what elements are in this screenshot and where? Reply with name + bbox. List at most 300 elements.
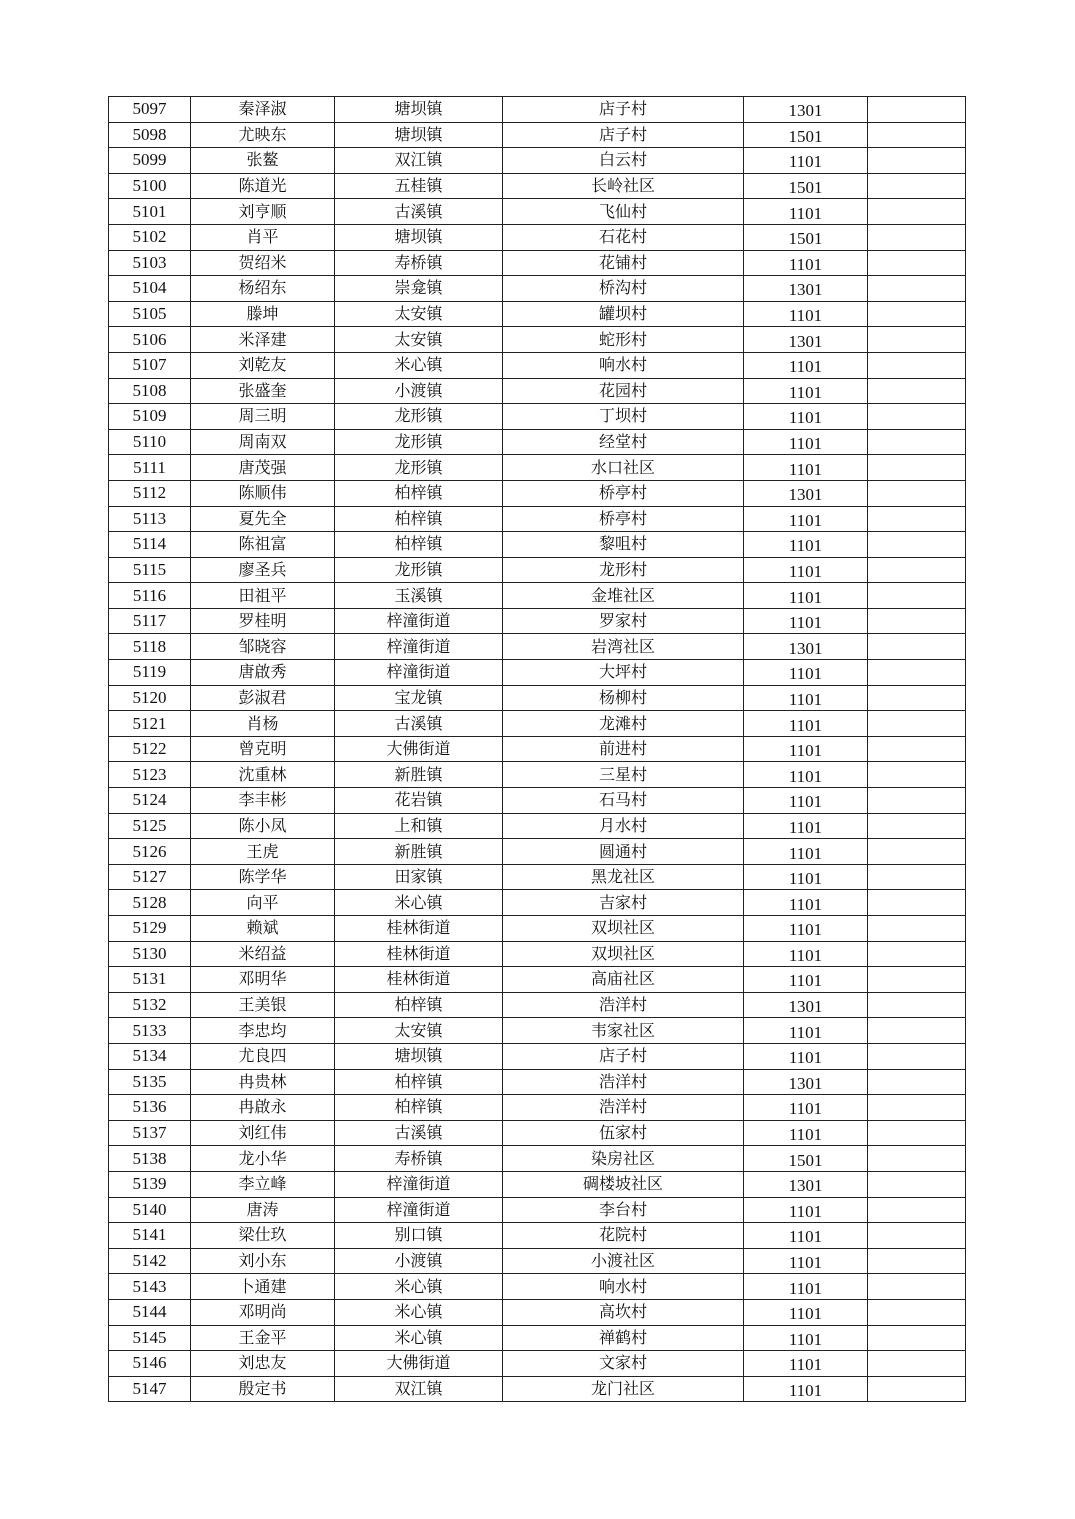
village-cell: 店子村 <box>503 1043 744 1069</box>
code-cell: 1101 <box>744 1018 868 1044</box>
name-cell: 周南双 <box>191 429 335 455</box>
town-cell: 小渡镇 <box>335 1248 503 1274</box>
remark-cell <box>868 1223 966 1249</box>
village-cell: 吉家村 <box>503 890 744 916</box>
serial-number-cell: 5128 <box>109 890 191 916</box>
name-cell: 贺绍米 <box>191 250 335 276</box>
name-cell: 梁仕玖 <box>191 1223 335 1249</box>
remark-cell <box>868 1299 966 1325</box>
code-cell: 1101 <box>744 890 868 916</box>
remark-cell <box>868 1248 966 1274</box>
name-cell: 卜通建 <box>191 1274 335 1300</box>
serial-number-cell: 5127 <box>109 864 191 890</box>
remark-cell <box>868 352 966 378</box>
name-cell: 陈学华 <box>191 864 335 890</box>
remark-cell <box>868 685 966 711</box>
serial-number-cell: 5132 <box>109 992 191 1018</box>
remark-cell <box>868 992 966 1018</box>
serial-number-cell: 5125 <box>109 813 191 839</box>
village-cell: 石花村 <box>503 224 744 250</box>
village-cell: 浩洋村 <box>503 1069 744 1095</box>
serial-number-cell: 5138 <box>109 1146 191 1172</box>
village-cell: 经堂村 <box>503 429 744 455</box>
code-cell: 1101 <box>744 711 868 737</box>
code-cell: 1101 <box>744 250 868 276</box>
serial-number-cell: 5119 <box>109 660 191 686</box>
remark-cell <box>868 1095 966 1121</box>
serial-number-cell: 5147 <box>109 1376 191 1402</box>
code-cell: 1101 <box>744 1095 868 1121</box>
serial-number-cell: 5130 <box>109 941 191 967</box>
remark-cell <box>868 480 966 506</box>
town-cell: 古溪镇 <box>335 1120 503 1146</box>
code-cell: 1101 <box>744 301 868 327</box>
village-cell: 桥亭村 <box>503 506 744 532</box>
village-cell: 双坝社区 <box>503 941 744 967</box>
town-cell: 梓潼街道 <box>335 634 503 660</box>
code-cell: 1301 <box>744 992 868 1018</box>
code-cell: 1101 <box>744 429 868 455</box>
table-row <box>109 1069 966 1095</box>
town-cell: 新胜镇 <box>335 762 503 788</box>
serial-number-cell: 5141 <box>109 1223 191 1249</box>
code-cell: 1101 <box>744 506 868 532</box>
remark-cell <box>868 276 966 302</box>
code-cell: 1101 <box>744 404 868 430</box>
serial-number-cell: 5104 <box>109 276 191 302</box>
serial-number-cell: 5121 <box>109 711 191 737</box>
town-cell: 米心镇 <box>335 1325 503 1351</box>
town-cell: 桂林街道 <box>335 941 503 967</box>
serial-number-cell: 5136 <box>109 1095 191 1121</box>
name-cell: 米绍益 <box>191 941 335 967</box>
remark-cell <box>868 1376 966 1402</box>
remark-cell <box>868 1197 966 1223</box>
village-cell: 黑龙社区 <box>503 864 744 890</box>
town-cell: 龙形镇 <box>335 455 503 481</box>
code-cell: 1501 <box>744 122 868 148</box>
village-cell: 罗家村 <box>503 608 744 634</box>
town-cell: 梓潼街道 <box>335 1197 503 1223</box>
name-cell: 罗桂明 <box>191 608 335 634</box>
remark-cell <box>868 250 966 276</box>
remark-cell <box>868 660 966 686</box>
table-row <box>109 352 966 378</box>
serial-number-cell: 5143 <box>109 1274 191 1300</box>
remark-cell <box>868 1351 966 1377</box>
village-cell: 高庙社区 <box>503 967 744 993</box>
name-cell: 陈顺伟 <box>191 480 335 506</box>
remark-cell <box>868 941 966 967</box>
serial-number-cell: 5100 <box>109 173 191 199</box>
village-cell: 响水村 <box>503 352 744 378</box>
name-cell: 张盛奎 <box>191 378 335 404</box>
village-cell: 龙形村 <box>503 557 744 583</box>
name-cell: 秦泽淑 <box>191 97 335 123</box>
table-row <box>109 480 966 506</box>
town-cell: 柏梓镇 <box>335 480 503 506</box>
table-row <box>109 1274 966 1300</box>
table-row <box>109 1223 966 1249</box>
table-row <box>109 685 966 711</box>
village-cell: 高坎村 <box>503 1299 744 1325</box>
name-cell: 殷定书 <box>191 1376 335 1402</box>
table-row <box>109 1043 966 1069</box>
serial-number-cell: 5142 <box>109 1248 191 1274</box>
remark-cell <box>868 890 966 916</box>
table-row <box>109 1197 966 1223</box>
remark-cell <box>868 813 966 839</box>
remark-cell <box>868 1018 966 1044</box>
town-cell: 桂林街道 <box>335 967 503 993</box>
code-cell: 1101 <box>744 967 868 993</box>
serial-number-cell: 5134 <box>109 1043 191 1069</box>
village-cell: 金堆社区 <box>503 583 744 609</box>
serial-number-cell: 5115 <box>109 557 191 583</box>
remark-cell <box>868 736 966 762</box>
village-cell: 杨柳村 <box>503 685 744 711</box>
town-cell: 双江镇 <box>335 1376 503 1402</box>
remark-cell <box>868 455 966 481</box>
town-cell: 新胜镇 <box>335 839 503 865</box>
code-cell: 1301 <box>744 634 868 660</box>
code-cell: 1301 <box>744 276 868 302</box>
table-row <box>109 711 966 737</box>
remark-cell <box>868 122 966 148</box>
remark-cell <box>868 1171 966 1197</box>
remark-cell <box>868 404 966 430</box>
name-cell: 冉啟永 <box>191 1095 335 1121</box>
serial-number-cell: 5139 <box>109 1171 191 1197</box>
table-row <box>109 1248 966 1274</box>
village-cell: 花园村 <box>503 378 744 404</box>
remark-cell <box>868 839 966 865</box>
table-row <box>109 97 966 123</box>
village-cell: 罐坝村 <box>503 301 744 327</box>
town-cell: 花岩镇 <box>335 788 503 814</box>
serial-number-cell: 5113 <box>109 506 191 532</box>
serial-number-cell: 5133 <box>109 1018 191 1044</box>
village-cell: 店子村 <box>503 97 744 123</box>
village-cell: 大坪村 <box>503 660 744 686</box>
roster-table-body <box>109 97 966 1402</box>
village-cell: 蛇形村 <box>503 327 744 353</box>
code-cell: 1101 <box>744 148 868 174</box>
village-cell: 花院村 <box>503 1223 744 1249</box>
table-row <box>109 1299 966 1325</box>
code-cell: 1101 <box>744 762 868 788</box>
code-cell: 1501 <box>744 224 868 250</box>
remark-cell <box>868 634 966 660</box>
serial-number-cell: 5110 <box>109 429 191 455</box>
town-cell: 五桂镇 <box>335 173 503 199</box>
town-cell: 柏梓镇 <box>335 1095 503 1121</box>
code-cell: 1101 <box>744 455 868 481</box>
name-cell: 曾克明 <box>191 736 335 762</box>
name-cell: 周三明 <box>191 404 335 430</box>
name-cell: 尤良四 <box>191 1043 335 1069</box>
code-cell: 1501 <box>744 1146 868 1172</box>
code-cell: 1101 <box>744 1120 868 1146</box>
town-cell: 米心镇 <box>335 890 503 916</box>
serial-number-cell: 5131 <box>109 967 191 993</box>
code-cell: 1101 <box>744 532 868 558</box>
village-cell: 碉楼坡社区 <box>503 1171 744 1197</box>
table-row <box>109 1095 966 1121</box>
remark-cell <box>868 1069 966 1095</box>
table-row <box>109 608 966 634</box>
table-row <box>109 455 966 481</box>
serial-number-cell: 5144 <box>109 1299 191 1325</box>
table-row <box>109 506 966 532</box>
remark-cell <box>868 1325 966 1351</box>
remark-cell <box>868 1043 966 1069</box>
town-cell: 塘坝镇 <box>335 122 503 148</box>
table-row <box>109 1325 966 1351</box>
name-cell: 肖平 <box>191 224 335 250</box>
name-cell: 龙小华 <box>191 1146 335 1172</box>
name-cell: 邓明华 <box>191 967 335 993</box>
name-cell: 王金平 <box>191 1325 335 1351</box>
name-cell: 向平 <box>191 890 335 916</box>
remark-cell <box>868 967 966 993</box>
serial-number-cell: 5099 <box>109 148 191 174</box>
village-cell: 李台村 <box>503 1197 744 1223</box>
table-row <box>109 890 966 916</box>
remark-cell <box>868 378 966 404</box>
remark-cell <box>868 1120 966 1146</box>
table-row <box>109 429 966 455</box>
serial-number-cell: 5108 <box>109 378 191 404</box>
remark-cell <box>868 557 966 583</box>
code-cell: 1101 <box>744 1197 868 1223</box>
name-cell: 杨绍东 <box>191 276 335 302</box>
code-cell: 1301 <box>744 327 868 353</box>
serial-number-cell: 5124 <box>109 788 191 814</box>
town-cell: 上和镇 <box>335 813 503 839</box>
name-cell: 唐涛 <box>191 1197 335 1223</box>
table-row <box>109 736 966 762</box>
name-cell: 尤映东 <box>191 122 335 148</box>
remark-cell <box>868 199 966 225</box>
code-cell: 1101 <box>744 1274 868 1300</box>
town-cell: 塘坝镇 <box>335 1043 503 1069</box>
town-cell: 梓潼街道 <box>335 660 503 686</box>
name-cell: 邹晓容 <box>191 634 335 660</box>
table-row <box>109 173 966 199</box>
town-cell: 大佛街道 <box>335 1351 503 1377</box>
name-cell: 夏先全 <box>191 506 335 532</box>
village-cell: 岩湾社区 <box>503 634 744 660</box>
remark-cell <box>868 429 966 455</box>
name-cell: 刘乾友 <box>191 352 335 378</box>
town-cell: 大佛街道 <box>335 736 503 762</box>
code-cell: 1101 <box>744 1376 868 1402</box>
name-cell: 赖斌 <box>191 916 335 942</box>
code-cell: 1101 <box>744 916 868 942</box>
name-cell: 李忠均 <box>191 1018 335 1044</box>
town-cell: 寿桥镇 <box>335 1146 503 1172</box>
serial-number-cell: 5137 <box>109 1120 191 1146</box>
code-cell: 1101 <box>744 736 868 762</box>
town-cell: 塘坝镇 <box>335 224 503 250</box>
code-cell: 1101 <box>744 1299 868 1325</box>
remark-cell <box>868 97 966 123</box>
remark-cell <box>868 916 966 942</box>
remark-cell <box>868 301 966 327</box>
village-cell: 黎咀村 <box>503 532 744 558</box>
table-row <box>109 992 966 1018</box>
village-cell: 店子村 <box>503 122 744 148</box>
table-row <box>109 813 966 839</box>
serial-number-cell: 5111 <box>109 455 191 481</box>
name-cell: 唐啟秀 <box>191 660 335 686</box>
table-row <box>109 532 966 558</box>
village-cell: 染房社区 <box>503 1146 744 1172</box>
village-cell: 伍家村 <box>503 1120 744 1146</box>
serial-number-cell: 5109 <box>109 404 191 430</box>
code-cell: 1301 <box>744 97 868 123</box>
town-cell: 寿桥镇 <box>335 250 503 276</box>
serial-number-cell: 5146 <box>109 1351 191 1377</box>
village-cell: 双坝社区 <box>503 916 744 942</box>
name-cell: 刘亨顺 <box>191 199 335 225</box>
town-cell: 古溪镇 <box>335 711 503 737</box>
village-cell: 丁坝村 <box>503 404 744 430</box>
town-cell: 龙形镇 <box>335 404 503 430</box>
town-cell: 双江镇 <box>335 148 503 174</box>
name-cell: 唐茂强 <box>191 455 335 481</box>
table-row <box>109 788 966 814</box>
serial-number-cell: 5140 <box>109 1197 191 1223</box>
town-cell: 宝龙镇 <box>335 685 503 711</box>
serial-number-cell: 5106 <box>109 327 191 353</box>
table-row <box>109 199 966 225</box>
remark-cell <box>868 608 966 634</box>
name-cell: 廖圣兵 <box>191 557 335 583</box>
village-cell: 禅鹤村 <box>503 1325 744 1351</box>
town-cell: 太安镇 <box>335 301 503 327</box>
town-cell: 太安镇 <box>335 1018 503 1044</box>
table-row <box>109 1351 966 1377</box>
town-cell: 玉溪镇 <box>335 583 503 609</box>
code-cell: 1101 <box>744 1248 868 1274</box>
table-row <box>109 583 966 609</box>
serial-number-cell: 5120 <box>109 685 191 711</box>
serial-number-cell: 5103 <box>109 250 191 276</box>
remark-cell <box>868 711 966 737</box>
name-cell: 米泽建 <box>191 327 335 353</box>
serial-number-cell: 5129 <box>109 916 191 942</box>
remark-cell <box>868 327 966 353</box>
serial-number-cell: 5107 <box>109 352 191 378</box>
name-cell: 刘小东 <box>191 1248 335 1274</box>
town-cell: 柏梓镇 <box>335 1069 503 1095</box>
code-cell: 1101 <box>744 685 868 711</box>
town-cell: 桂林街道 <box>335 916 503 942</box>
name-cell: 张鳌 <box>191 148 335 174</box>
table-row <box>109 916 966 942</box>
remark-cell <box>868 506 966 532</box>
code-cell: 1101 <box>744 1043 868 1069</box>
table-row <box>109 1171 966 1197</box>
village-cell: 响水村 <box>503 1274 744 1300</box>
table-row <box>109 557 966 583</box>
name-cell: 陈祖富 <box>191 532 335 558</box>
table-row <box>109 122 966 148</box>
name-cell: 王虎 <box>191 839 335 865</box>
name-cell: 滕坤 <box>191 301 335 327</box>
village-cell: 飞仙村 <box>503 199 744 225</box>
code-cell: 1101 <box>744 941 868 967</box>
town-cell: 柏梓镇 <box>335 532 503 558</box>
table-row <box>109 250 966 276</box>
code-cell: 1501 <box>744 173 868 199</box>
name-cell: 肖杨 <box>191 711 335 737</box>
village-cell: 圆通村 <box>503 839 744 865</box>
village-cell: 桥亭村 <box>503 480 744 506</box>
serial-number-cell: 5102 <box>109 224 191 250</box>
remark-cell <box>868 1274 966 1300</box>
village-cell: 三星村 <box>503 762 744 788</box>
remark-cell <box>868 864 966 890</box>
code-cell: 1101 <box>744 199 868 225</box>
town-cell: 别口镇 <box>335 1223 503 1249</box>
serial-number-cell: 5114 <box>109 532 191 558</box>
village-cell: 长岭社区 <box>503 173 744 199</box>
code-cell: 1101 <box>744 557 868 583</box>
remark-cell <box>868 148 966 174</box>
village-cell: 龙滩村 <box>503 711 744 737</box>
table-row <box>109 1376 966 1402</box>
table-row <box>109 839 966 865</box>
table-row <box>109 1120 966 1146</box>
village-cell: 文家村 <box>503 1351 744 1377</box>
serial-number-cell: 5105 <box>109 301 191 327</box>
name-cell: 邓明尚 <box>191 1299 335 1325</box>
code-cell: 1101 <box>744 378 868 404</box>
name-cell: 陈小凤 <box>191 813 335 839</box>
town-cell: 崇龛镇 <box>335 276 503 302</box>
town-cell: 米心镇 <box>335 352 503 378</box>
name-cell: 冉贵林 <box>191 1069 335 1095</box>
table-row <box>109 967 966 993</box>
town-cell: 田家镇 <box>335 864 503 890</box>
table-row <box>109 224 966 250</box>
serial-number-cell: 5097 <box>109 97 191 123</box>
remark-cell <box>868 583 966 609</box>
village-cell: 浩洋村 <box>503 992 744 1018</box>
code-cell: 1301 <box>744 480 868 506</box>
name-cell: 彭淑君 <box>191 685 335 711</box>
town-cell: 柏梓镇 <box>335 506 503 532</box>
town-cell: 太安镇 <box>335 327 503 353</box>
code-cell: 1101 <box>744 813 868 839</box>
town-cell: 梓潼街道 <box>335 608 503 634</box>
town-cell: 米心镇 <box>335 1274 503 1300</box>
town-cell: 小渡镇 <box>335 378 503 404</box>
village-cell: 白云村 <box>503 148 744 174</box>
table-row <box>109 301 966 327</box>
code-cell: 1101 <box>744 660 868 686</box>
serial-number-cell: 5101 <box>109 199 191 225</box>
town-cell: 柏梓镇 <box>335 992 503 1018</box>
table-row <box>109 327 966 353</box>
remark-cell <box>868 788 966 814</box>
table-row <box>109 148 966 174</box>
town-cell: 龙形镇 <box>335 429 503 455</box>
table-row <box>109 404 966 430</box>
